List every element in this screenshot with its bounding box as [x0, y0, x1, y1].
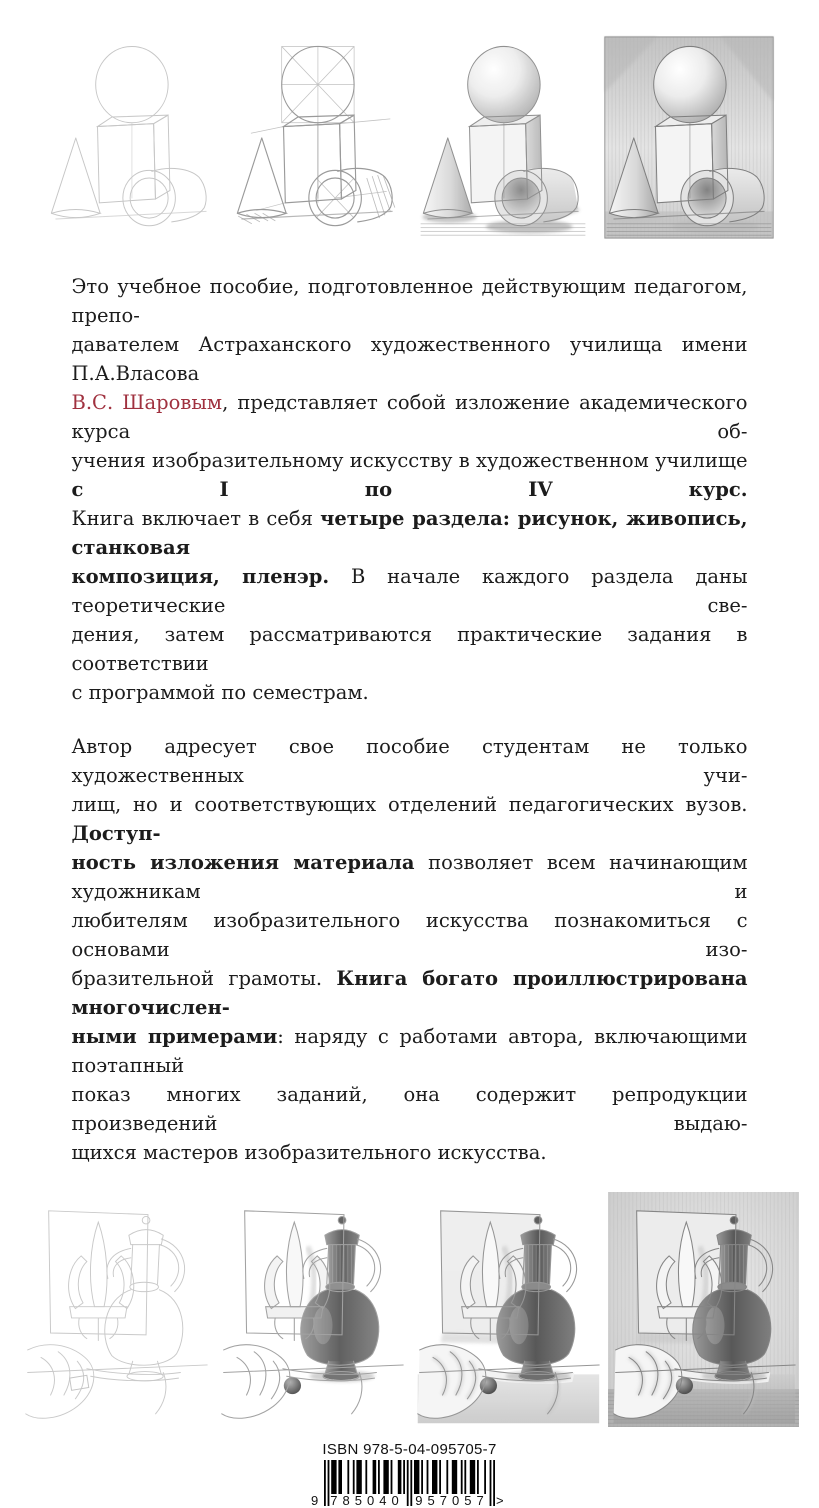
text-run: позволяет всем начинающим художникам и [71, 851, 748, 903]
jug-stage-4-panel [608, 1192, 799, 1427]
jug-stage-1-panel [20, 1192, 211, 1427]
text-run: давателем Астраханского художественного училища имени П.А.Власова [71, 333, 748, 385]
text-line [72, 678, 748, 707]
text-line [72, 964, 748, 1022]
text-run: дения, затем рассматриваются практические задания в соответствии [71, 623, 748, 675]
author-name-highlight: В.С. Шаровым [71, 391, 223, 414]
text-run: Книга богато проиллюстрирована многочислен- [71, 967, 748, 1019]
text-run: лищ, но и соответствующих отделений педагогических вузов. [71, 793, 748, 816]
annotation-paragraph-2 [72, 732, 748, 1167]
text-line [72, 562, 748, 620]
text-line [72, 620, 748, 678]
geo-stage-3-panel [417, 35, 589, 240]
text-line [72, 388, 748, 446]
book-back-cover [0, 34, 819, 1508]
jug-stage-3-panel [412, 1192, 603, 1427]
text-run: показ многих заданий, она содержит репродукции произведений выдаю- [71, 1083, 748, 1135]
text-run: щихся мастеров изобразительного искусства. [71, 1141, 547, 1164]
barcode-trailer: > [496, 1493, 504, 1508]
text-line [72, 1022, 748, 1080]
jug-stages-illustration [0, 1191, 819, 1427]
text-line [72, 848, 748, 906]
geo-stage-1-panel [45, 35, 217, 240]
text-run: ными примерами [71, 1025, 278, 1048]
text-line [72, 1080, 748, 1138]
text-line [72, 330, 748, 388]
annotation-paragraph-1 [72, 272, 748, 707]
barcode-right-digits: 957057 [415, 1493, 489, 1508]
text-line [72, 504, 748, 562]
text-run: , представляет собой изложение академического курса об- [71, 391, 748, 443]
jug-stage-2-panel [216, 1192, 407, 1427]
text-run: : наряду с работами автора, включающими поэтапный [71, 1025, 748, 1077]
text-run: учения изобразительному искусству в художественном училище [71, 449, 748, 472]
text-run: бразительной грамоты. [71, 967, 337, 990]
text-run: Доступ- [71, 822, 161, 845]
text-run: В начале каждого раздела даны теоретические све- [71, 565, 748, 617]
ean13-barcode [311, 1460, 504, 1508]
text-line [72, 790, 748, 848]
geo-stage-2-panel [231, 35, 403, 240]
barcode-left-digits: 785040 [330, 1493, 404, 1508]
text-run: с I по IV курс. [71, 478, 748, 501]
annotation-text [72, 272, 748, 1167]
isbn-barcode-block [0, 1441, 819, 1507]
barcode-first-digit: 9 [311, 1493, 319, 1508]
geo-stage-4-panel [603, 35, 775, 240]
text-run: четыре раздела: рисунок, живопись, станковая [71, 507, 748, 559]
text-run: Это учебное пособие, подготовленное действующим педагогом, препо- [71, 275, 748, 327]
text-run: композиция, пленэр. [71, 565, 330, 588]
text-run: Автор адресует свое пособие студентам не только художественных учи- [71, 735, 748, 787]
text-run: с программой по семестрам. [71, 681, 369, 704]
text-run: ность изложения материала [71, 851, 415, 874]
geometric-stages-illustration [0, 34, 819, 240]
text-line [72, 732, 748, 790]
text-line [72, 906, 748, 964]
text-line [72, 1138, 748, 1167]
text-line [72, 272, 748, 330]
text-line [72, 446, 748, 504]
text-run: Книга включает в себя [71, 507, 321, 530]
text-run: любителям изобразительного искусства познакомиться с основами изо- [71, 909, 748, 961]
isbn-label: ISBN 978-5-04-095705-7 [322, 1441, 497, 1458]
